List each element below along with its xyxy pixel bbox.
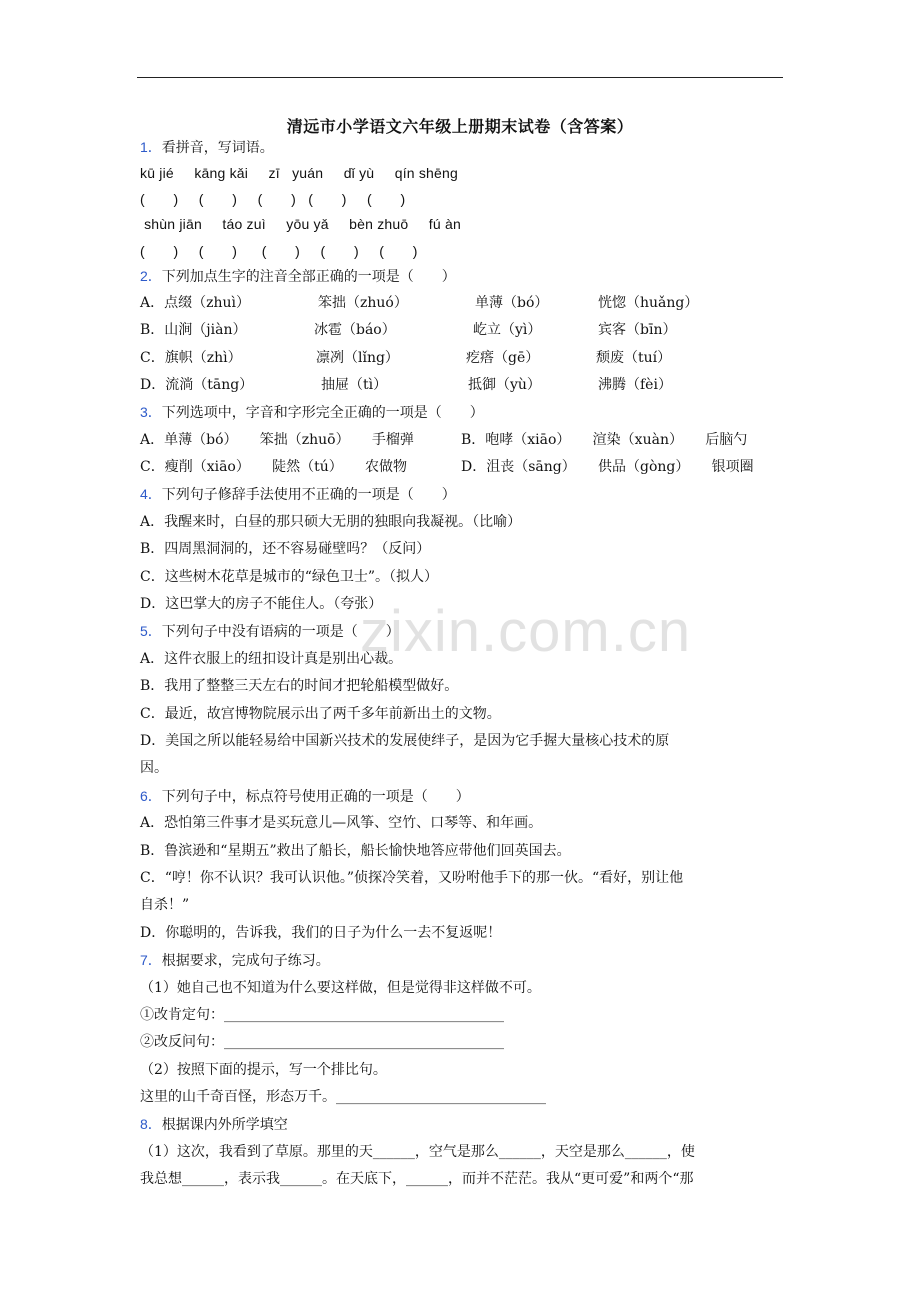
question-text: 下列加点生字的注音全部正确的一项是（ ）: [161, 269, 456, 285]
question-number: 4．: [140, 486, 162, 502]
question-4: [140, 484, 456, 505]
option-b[interactable]: B．鲁滨逊和“星期五”救出了船长，船长愉快地答应带他们回英国去。: [140, 843, 571, 859]
option-d-1[interactable]: D．流淌（tāng）: [140, 377, 254, 393]
question-5: [140, 621, 400, 642]
option-a[interactable]: A．恐怕第三件事才是买玩意儿—风筝、空竹、口琴等、和年画。: [140, 815, 543, 831]
option-d[interactable]: D．美国之所以能轻易给中国新兴技术的发展使绊子，是因为它手握大量核心技术的原: [140, 733, 670, 749]
affirmative-answer-line[interactable]: ①改肯定句：________________________________________: [140, 1007, 504, 1023]
question-text: 下列句子修辞手法使用不正确的一项是（ ）: [161, 487, 456, 503]
pinyin-row-1: kū jié kāng kǎi zī yuán dǐ yù qín shēng: [140, 165, 459, 181]
question-2: [140, 266, 456, 287]
option-d[interactable]: D．你聪明的，告诉我，我们的日子为什么一去不复返呢！: [140, 925, 502, 941]
option-a-1[interactable]: A．点缀（zhuì）: [140, 295, 250, 311]
option-c[interactable]: C．“哼！你不认识？我可认识他。”侦探冷笑着，又吩咐他手下的那一伙。“看好，别让他: [140, 870, 684, 886]
option-c-3: 疙瘩（gē）: [466, 350, 540, 366]
question-text: 根据要求，完成句子练习。: [161, 953, 330, 969]
option-b[interactable]: B．我用了整整三天左右的时间才把轮船模型做好。: [140, 678, 459, 694]
question-text: 下列句子中，标点符号使用正确的一项是（ ）: [161, 789, 470, 805]
answer-blanks-row-1[interactable]: ( ) ( ) ( ) ( ) ( ): [140, 191, 406, 207]
option-d-2: 抽屉（tì）: [321, 377, 388, 393]
option-c-continued: 自杀！”: [140, 897, 190, 913]
option-a-4: 恍惚（huǎng）: [598, 295, 699, 311]
option-b[interactable]: B．四周黑洞洞的，还不容易碰壁吗？（反问）: [140, 541, 431, 557]
question-text: 看拼音，写词语。: [161, 140, 274, 156]
option-c-4: 颓废（tuí）: [596, 350, 672, 366]
fill-blank-line-1[interactable]: （1）这次，我看到了草原。那里的天______，空气是那么______，天空是那么______，使: [140, 1144, 695, 1160]
rhetorical-answer-line[interactable]: ②改反问句：________________________________________: [140, 1034, 504, 1050]
option-d[interactable]: D．沮丧（sāng） 供品（gòng） 银项圈: [461, 459, 754, 475]
option-c-1[interactable]: C．旗帜（zhì）: [140, 350, 242, 366]
option-d-4: 沸腾（fèi）: [598, 377, 672, 393]
question-number: 6．: [140, 788, 162, 804]
option-a-3: 单薄（bó）: [475, 295, 549, 311]
question-text: 下列句子中没有语病的一项是（ ）: [161, 624, 400, 640]
question-3: [140, 402, 484, 423]
option-a[interactable]: A．这件衣服上的纽扣设计真是别出心裁。: [140, 651, 403, 667]
sub-question-2: （2）按照下面的提示，写一个排比句。: [140, 1062, 387, 1078]
option-b-1[interactable]: B．山涧（jiàn）: [140, 322, 247, 338]
option-a[interactable]: A．我醒来时，白昼的那只硕大无朋的独眼向我凝视。（比喻）: [140, 514, 522, 530]
parallelism-answer-line[interactable]: 这里的山千奇百怪，形态万千。______________________________: [140, 1089, 546, 1105]
header-rule: [137, 77, 783, 78]
option-c[interactable]: C．最近，故宫博物院展示出了两千多年前新出土的文物。: [140, 706, 501, 722]
option-c[interactable]: C．这些树木花草是城市的“绿色卫士”。（拟人）: [140, 569, 439, 585]
sub-question-1: （1）她自己也不知道为什么要这样做，但是觉得非这样做不可。: [140, 980, 541, 996]
question-6: [140, 786, 470, 807]
question-number: 3．: [140, 404, 162, 420]
question-7: [140, 950, 330, 971]
option-c[interactable]: C．瘦削（xiāo） 陡然（tú） 农做物: [140, 459, 408, 475]
question-8: [140, 1114, 288, 1135]
option-b-3: 屹立（yì）: [473, 322, 542, 338]
pinyin-row-2: shùn jiān táo zuì yōu yǎ bèn zhuō fú àn: [140, 216, 461, 232]
option-d-3: 抵御（yù）: [468, 377, 541, 393]
option-b[interactable]: B．咆哮（xiāo） 渲染（xuàn） 后脑勺: [461, 432, 748, 448]
option-b-2: 冰雹（báo）: [314, 322, 396, 338]
watermark: zixin.com.cn: [360, 599, 692, 664]
question-number: 1．: [140, 139, 162, 155]
question-text: 下列选项中，字音和字形完全正确的一项是（ ）: [161, 405, 484, 421]
question-number: 7．: [140, 952, 162, 968]
option-d-continued: 因。: [140, 760, 168, 776]
question-1: [140, 137, 274, 158]
option-d[interactable]: D．这巴掌大的房子不能住人。（夸张）: [140, 596, 383, 612]
option-a-2: 笨拙（zhuó）: [318, 295, 408, 311]
option-b-4: 宾客（bīn）: [598, 322, 677, 338]
option-c-2: 凛冽（lǐng）: [316, 350, 399, 366]
page-title: 清远市小学语文六年级上册期末试卷（含答案）: [286, 117, 634, 136]
answer-blanks-row-2[interactable]: ( ) ( ) ( ) ( ) ( ): [140, 243, 418, 259]
question-number: 5．: [140, 623, 162, 639]
question-number: 2．: [140, 268, 162, 284]
fill-blank-line-2[interactable]: 我总想______，表示我______。在天底下，______，而并不茫茫。我从“更可爱”和两个“那: [140, 1171, 694, 1187]
question-number: 8．: [140, 1116, 162, 1132]
question-text: 根据课内外所学填空: [161, 1117, 288, 1133]
option-a[interactable]: A．单薄（bó） 笨拙（zhuō） 手榴弹: [140, 432, 414, 448]
